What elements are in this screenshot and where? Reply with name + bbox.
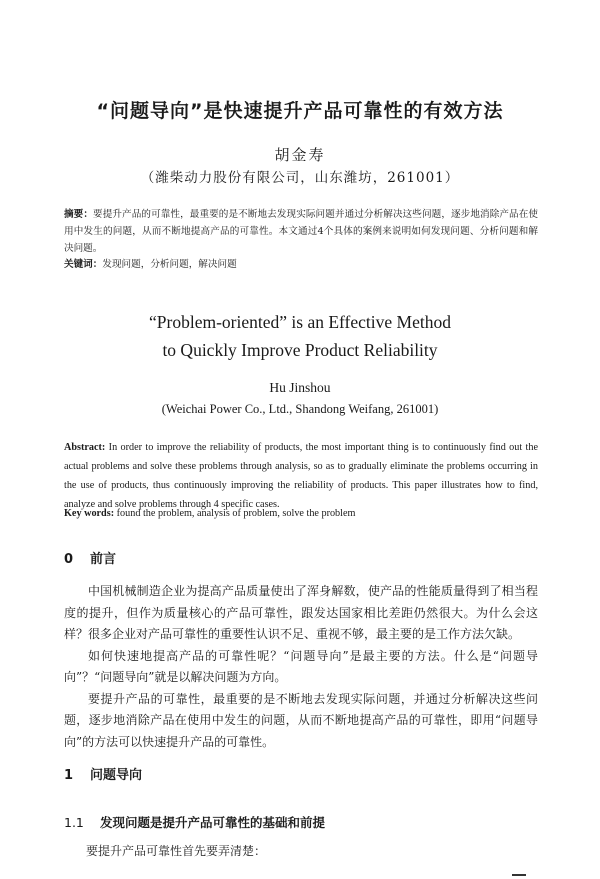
abstract-zh bbox=[64, 206, 538, 257]
section-1-number: 1 bbox=[64, 768, 74, 783]
paper-title-zh: “问题导向”是快速提升产品可靠性的有效方法 bbox=[96, 100, 504, 122]
keywords-text-zh: 发现问题，分析问题，解决问题 bbox=[102, 259, 237, 270]
section-0-body bbox=[64, 581, 538, 753]
section-1-1-first-line: 要提升产品可靠性首先要弄清楚： bbox=[86, 844, 267, 858]
keywords-en bbox=[64, 508, 538, 519]
abstract-en bbox=[64, 438, 538, 514]
author-zh: 胡金寿 bbox=[274, 146, 326, 164]
abstract-text-en: In order to improve the reliability of products, the most important thing is to continuously find out the actual problems and solve these problems through analysis, so as to gradually eliminate the problems occurring in the use of products, thus continuously improving the reliability of products. This paper illustrates how to find, analyze and solve problems through 4 specific cases. bbox=[64, 442, 538, 510]
section-1-1-title: 发现问题是提升产品可靠性的基础和前提 bbox=[100, 815, 326, 830]
paragraph: 中国机械制造企业为提高产品质量使出了浑身解数，使产品的性能质量得到了相当程度的提升，但作为质量核心的产品可靠性，跟发达国家相比差距仍然很大。为什么会这样？很多企业对产品可靠性的重要性认识不足、重视不够，最主要的是工作方法欠缺。 bbox=[64, 584, 538, 641]
section-0-heading bbox=[64, 548, 116, 567]
affiliation-en: (Weichai Power Co., Ltd., Shandong Weifang, 261001) bbox=[161, 402, 439, 416]
section-1-heading bbox=[64, 764, 142, 783]
keywords-label-en: Key words: bbox=[64, 508, 115, 519]
section-1-1-number: 1.1 bbox=[64, 815, 84, 830]
keywords-text-en: found the problem, analysis of problem, solve the problem bbox=[114, 508, 356, 519]
abstract-label-en: Abstract: bbox=[64, 442, 106, 453]
author-en: Hu Jinshou bbox=[269, 380, 331, 395]
paper-title-en-line1: “Problem-oriented” is an Effective Method bbox=[149, 312, 451, 332]
paper-title-en bbox=[0, 308, 600, 364]
paragraph: 要提升产品的可靠性，最重要的是不断地去发现实际问题，并通过分析解决这些问题，逐步地消除产品在使用中发生的问题，从而不断地提高产品的可靠性，即用“问题导向”的方法可以快速提升产品的可靠性。 bbox=[64, 691, 538, 749]
section-0-title: 前言 bbox=[90, 552, 117, 567]
keywords-zh bbox=[64, 256, 538, 270]
keywords-label-zh: 关键词： bbox=[64, 259, 103, 270]
abstract-label-zh: 摘要： bbox=[64, 209, 94, 220]
paper-title-en-line2: to Quickly Improve Product Reliability bbox=[162, 340, 438, 360]
section-1-1-heading bbox=[64, 813, 325, 831]
abstract-text-zh: 要提升产品的可靠性，最重要的是不断地去发现实际问题并通过分析解决这些问题，逐步地消除产品在使用中发生的问题，从而不断地提高产品的可靠性。本文通过4个具体的案例来说明如何发现问题、分析问题和解决问题。 bbox=[64, 209, 539, 254]
page-corner-mark bbox=[512, 874, 526, 876]
paragraph: 如何快速地提高产品的可靠性呢？“问题导向”是最主要的方法。什么是“问题导向”？“问题导向”就是以解决问题为方向。 bbox=[64, 648, 538, 684]
affiliation-zh: （潍柴动力股份有限公司，山东潍坊，261001） bbox=[140, 170, 460, 186]
section-0-number: 0 bbox=[64, 552, 74, 567]
section-1-title: 问题导向 bbox=[90, 768, 143, 783]
